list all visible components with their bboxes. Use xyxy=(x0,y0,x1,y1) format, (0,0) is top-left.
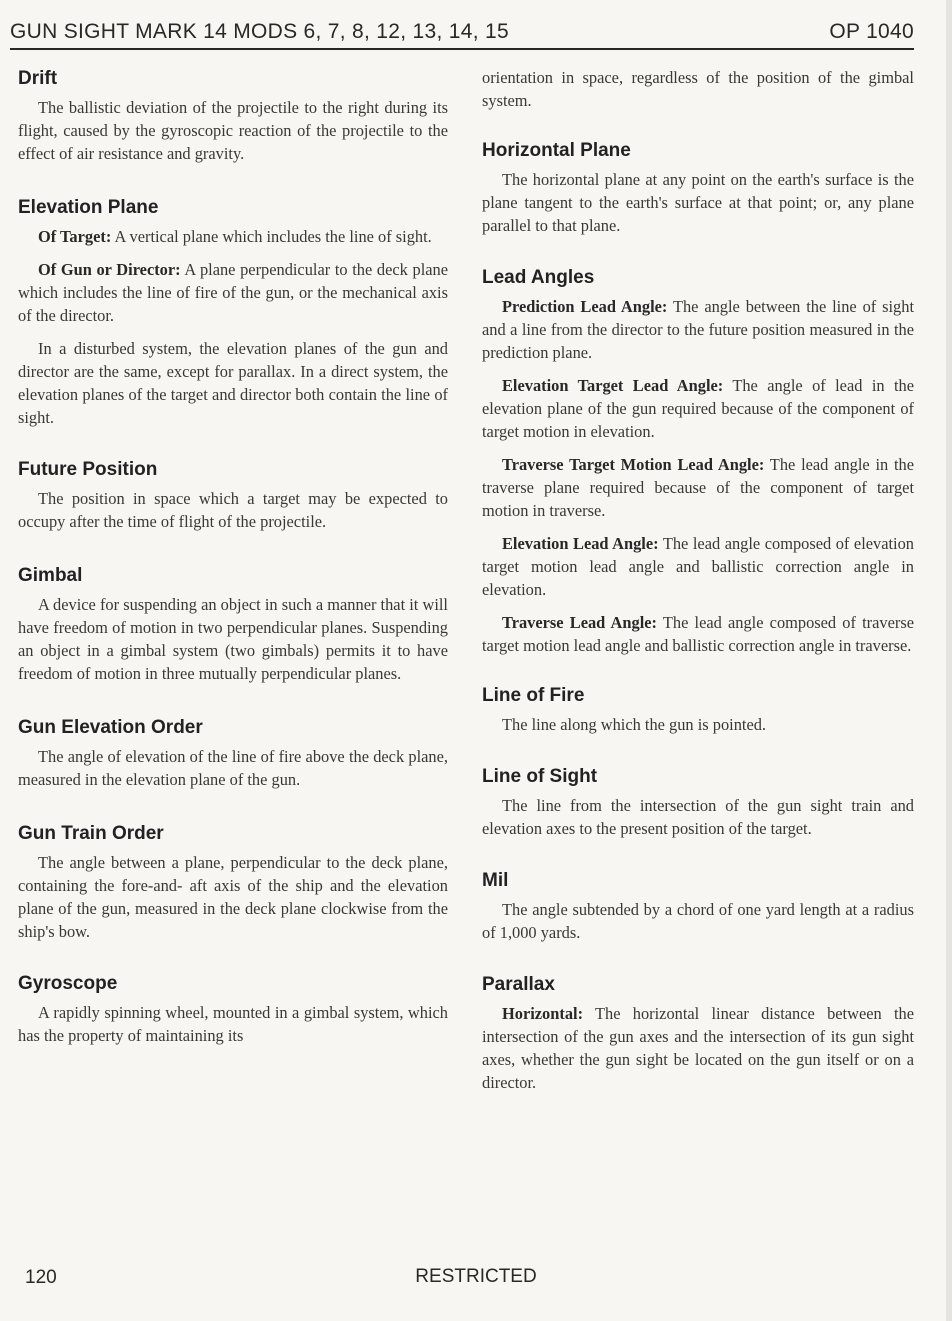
glossary-entry xyxy=(18,563,448,685)
term-label: Elevation Lead Angle: xyxy=(502,534,659,553)
header-title: GUN SIGHT MARK 14 MODS 6, 7, 8, 12, 13, 14, 15 xyxy=(10,20,509,43)
entry-heading: Drift xyxy=(18,68,58,89)
definition-text: The line along which the gun is pointed. xyxy=(502,715,767,734)
continued-paragraph: orientation in space, regardless of the position of the gimbal system. xyxy=(482,68,914,110)
glossary-entry xyxy=(18,66,448,165)
entry-paragraph xyxy=(18,225,448,248)
entry-paragraph xyxy=(482,1002,914,1094)
entry-paragraph xyxy=(482,532,914,601)
entry-paragraph xyxy=(482,453,914,522)
term-label: Of Gun or Director: xyxy=(38,260,181,279)
definition-text: A vertical plane which includes the line of sight. xyxy=(111,227,432,246)
definition-text: In a disturbed system, the elevation planes of the gun and director are the same, except for parallax. In a direct system, the elevation planes of the target and director both contain the line of sight. xyxy=(18,339,448,427)
entry-heading: Horizontal Plane xyxy=(482,140,631,161)
glossary-entry xyxy=(18,971,448,1047)
definition-text: A rapidly spinning wheel, mounted in a gimbal system, which has the property of maintaining its xyxy=(18,1003,448,1045)
term-label: Horizontal: xyxy=(502,1004,584,1023)
entry-heading: Gun Elevation Order xyxy=(18,717,203,738)
definition-text: The horizontal plane at any point on the earth's surface is the plane tangent to the earth's surface at that point; or, any plane parallel to that plane. xyxy=(482,170,914,235)
glossary-entry xyxy=(482,265,914,657)
entry-paragraph xyxy=(18,1001,448,1047)
definition-text: The angle between a plane, perpendicular to the deck plane, containing the fore-and- aft axis of the ship and the elevation plane of the gun, measured in the deck plane clockwise from the ship's bow. xyxy=(18,853,448,941)
entry-paragraph xyxy=(18,593,448,685)
entry-paragraph xyxy=(18,96,448,165)
glossary-entry xyxy=(482,138,914,237)
definition-text: The angle of lead in the elevation plane of the gun required because of the component of target motion in elevation. xyxy=(482,376,914,441)
running-header xyxy=(10,20,914,50)
definition-text: A plane perpendicular to the deck plane which includes the line of fire of the gun, or the mechanical axis of the director. xyxy=(18,260,448,325)
definition-text: The position in space which a target may be expected to occupy after the time of flight of the projectile. xyxy=(18,489,448,531)
term-label: Of Target: xyxy=(38,227,112,246)
entry-heading: Future Position xyxy=(18,459,158,480)
definition-text: The line from the intersection of the gun sight train and elevation axes to the present position of the target. xyxy=(482,796,914,838)
entry-paragraph xyxy=(18,258,448,327)
left-column xyxy=(18,66,448,1057)
entry-paragraph xyxy=(482,898,914,944)
header-publication-number: OP 1040 xyxy=(829,20,914,43)
entry-paragraph xyxy=(482,168,914,237)
entry-paragraph xyxy=(482,713,914,736)
glossary-entry xyxy=(482,868,914,944)
term-label: Traverse Lead Angle: xyxy=(502,613,657,632)
entry-heading: Gyroscope xyxy=(18,973,118,994)
entry-heading: Line of Sight xyxy=(482,766,598,787)
definition-text: The horizontal linear distance between the intersection of the gun axes and the intersection of its gun sight axes, whether the gun sight be located on the gun itself or on a director. xyxy=(482,1004,914,1092)
term-label: Prediction Lead Angle: xyxy=(502,297,668,316)
definition-text: The ballistic deviation of the projectile to the right during its flight, caused by the gyroscopic reaction of the projectile to the effect of air resistance and gravity. xyxy=(18,98,448,163)
entry-paragraph xyxy=(482,374,914,443)
page-edge-shadow xyxy=(946,0,952,1321)
page-number: 120 xyxy=(25,1267,57,1288)
entry-paragraph xyxy=(482,611,914,657)
glossary-entry xyxy=(18,715,448,791)
entry-heading: Line of Fire xyxy=(482,685,585,706)
glossary-entry xyxy=(18,821,448,943)
term-label: Traverse Target Motion Lead Angle: xyxy=(502,455,765,474)
entry-heading: Elevation Plane xyxy=(18,197,159,218)
entry-heading: Mil xyxy=(482,870,509,891)
glossary-entry xyxy=(482,972,914,1094)
entry-paragraph xyxy=(18,487,448,533)
entry-paragraph xyxy=(18,745,448,791)
entry-paragraph xyxy=(18,337,448,429)
glossary-entry xyxy=(482,683,914,736)
definition-text: The lead angle in the traverse plane required because of the component of target motion in traverse. xyxy=(482,455,914,520)
right-column xyxy=(482,66,914,1104)
definition-text: The lead angle composed of elevation target motion lead angle and ballistic correction angle in elevation. xyxy=(482,534,914,599)
entry-paragraph xyxy=(482,295,914,364)
glossary-entry xyxy=(18,457,448,533)
term-label: Elevation Target Lead Angle: xyxy=(502,376,724,395)
definition-text: A device for suspending an object in such a manner that it will have freedom of motion in two perpendicular planes. Suspending an object in a gimbal system (two gimbals) permits it to have freedom of motion in three mutually perpendicular planes. xyxy=(18,595,448,683)
entry-heading: Gimbal xyxy=(18,565,83,586)
entry-heading: Gun Train Order xyxy=(18,823,164,844)
entry-paragraph xyxy=(18,851,448,943)
definition-text: The angle subtended by a chord of one yard length at a radius of 1,000 yards. xyxy=(482,900,914,942)
entry-paragraph xyxy=(482,794,914,840)
definition-text: The lead angle composed of traverse target motion lead angle and ballistic correction angle in traverse. xyxy=(482,613,914,655)
definition-text: The angle of elevation of the line of fire above the deck plane, measured in the elevation plane of the gun. xyxy=(18,747,448,789)
glossary-entry xyxy=(482,764,914,840)
entry-heading: Lead Angles xyxy=(482,267,595,288)
classification-marking: RESTRICTED xyxy=(415,1266,537,1287)
glossary-entry xyxy=(18,195,448,429)
definition-text: The angle between the line of sight and a line from the director to the future position measured in the prediction plane. xyxy=(482,297,914,362)
entry-heading: Parallax xyxy=(482,974,555,995)
